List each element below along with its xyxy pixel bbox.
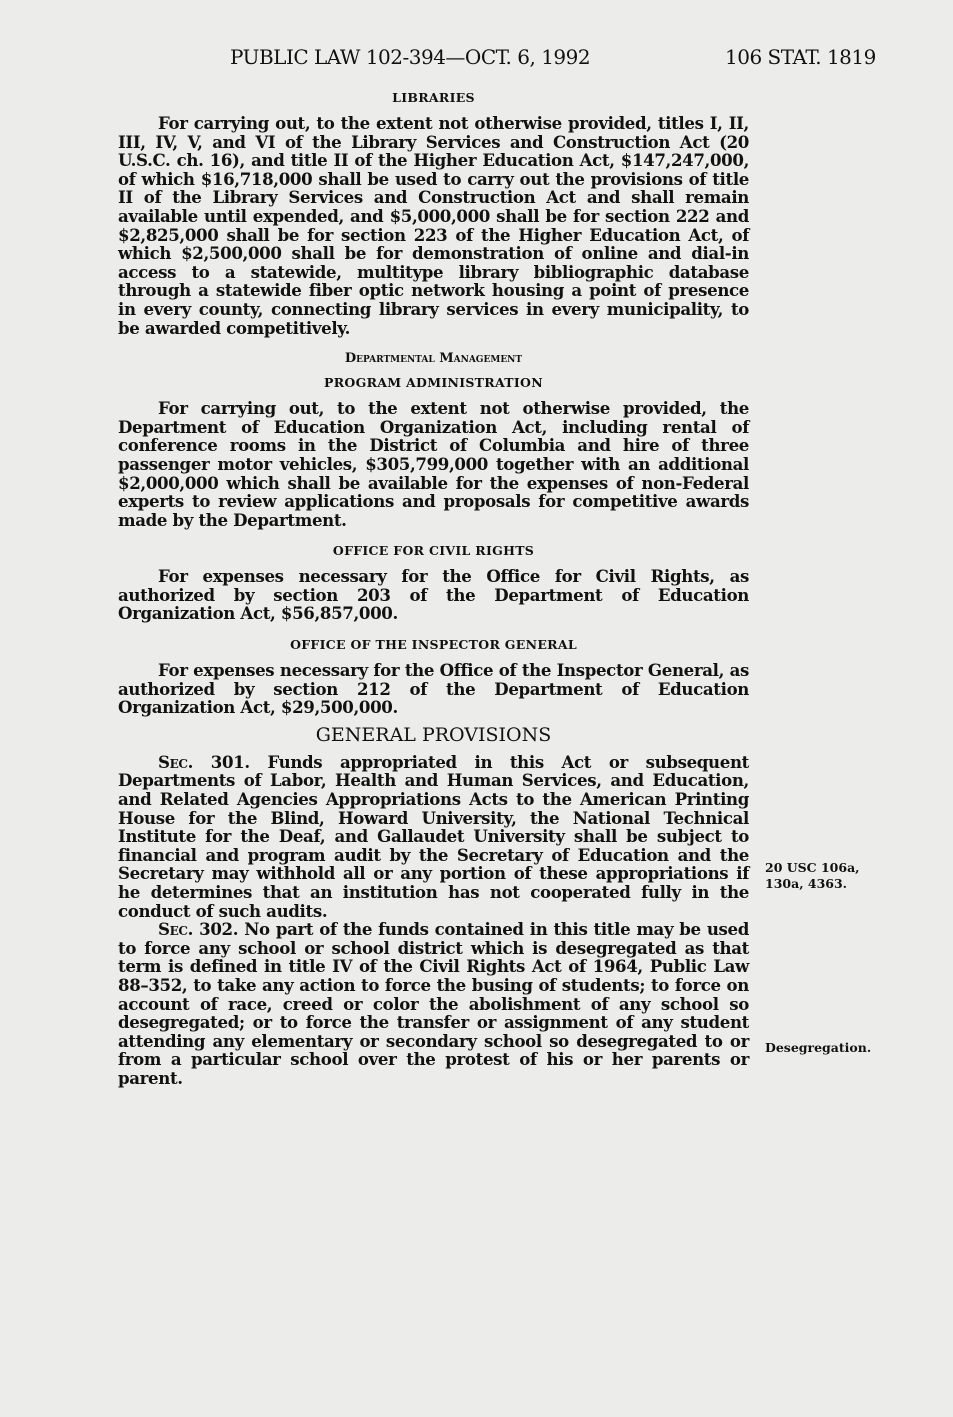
civil-rights-heading: OFFICE FOR CIVIL RIGHTS (332, 543, 535, 559)
program-administration-heading: PROGRAM ADMINISTRATION (324, 375, 543, 391)
section-302-text: No part of the funds contained in this title may be used to force any school or school district which is desegregated as that term is defined in title IV of the Civil Rights Act of 1964, Public Law 88–352, to take any action to force the busing of students; to force on account of race, creed or color the abolishment of any school so desegregated; or to force the transfer or assignment of any student attending any elementary or secondary school so desegregated to or from a particular school over the protest of his or her parents or parent. (118, 919, 750, 1088)
inspector-general-paragraph: For expenses necessary for the Office of the Inspector General, as authorized by section 212 of the Department of Education Organization Act, $29,500,000. (118, 660, 749, 718)
program-administration-paragraph: For carrying out, to the extent not otherwise provided, the Department of Education Organization Act, including rental of conference rooms in the District of Columbia and hire of three passenger motor vehicles, $305,799,000 together with an additional $2,000,000 which shall be available for the expenses of non-Federal experts to review applications and proposals for competitive awards made by the Department. (118, 398, 749, 530)
section-301-label: Sec. 301. (158, 751, 250, 772)
running-head-title: PUBLIC LAW 102-394—OCT. 6, 1992 (230, 45, 591, 69)
main-text-column (118, 88, 749, 1088)
section-301-paragraph (118, 753, 749, 920)
margin-note-usc-citation (765, 860, 885, 892)
section-302-label: Sec. 302. (158, 919, 239, 940)
page-header (0, 45, 953, 79)
section-301-text: Funds appropriated in this Act or subsequent Departments of Labor, Health and Human Services, and Education, and Related Agencies Appropriations Acts to the American Printing House for the Blind, Howard University, the National Technical Institute for the Deaf, and Gallaudet University shall be subject to financial and program audit by the Secretary of Education and the Secretary may withhold all or any portion of these appropriations if he determines that an institution has not cooperated fully in the conduct of such audits. (118, 751, 749, 921)
usc-citation-line-1: 20 USC 106a, (765, 860, 860, 875)
section-302-paragraph (118, 920, 749, 1087)
libraries-paragraph: For carrying out, to the extent not otherwise provided, titles I, II, III, IV, V, and VI of the Library Services and Construction Act (20 U.S.C. ch. 16), and title II of the Higher Education Act, $147,247,000, of which $16,718,000 shall be used to carry out the provisions of title II of the Library Services and Construction Act and shall remain available until expended, and $5,000,000 shall be for section 222 and $2,825,000 shall be for section 223 of the Higher Education Act, of which $2,500,000 shall be for demonstration of online and dial-in access to a statewide, multitype library bibliographic database through a statewide fiber optic network housing a point of presence in every county, connecting library services in every municipality, to be awarded competitively. (118, 113, 749, 338)
stat-page-number: 106 STAT. 1819 (725, 45, 876, 69)
general-provisions-heading: GENERAL PROVISIONS (315, 723, 552, 746)
libraries-heading: LIBRARIES (392, 90, 475, 105)
usc-citation-line-2: 130a, 4363. (765, 876, 848, 891)
margin-note-desegregation: Desegregation. (765, 1040, 872, 1055)
departmental-management-heading: Departmental Management (344, 351, 523, 367)
inspector-general-heading: OFFICE OF THE INSPECTOR GENERAL (290, 637, 577, 653)
civil-rights-paragraph: For expenses necessary for the Office for Civil Rights, as authorized by section 203 of the Department of Education Organization Act, $56,857,000. (118, 566, 749, 624)
